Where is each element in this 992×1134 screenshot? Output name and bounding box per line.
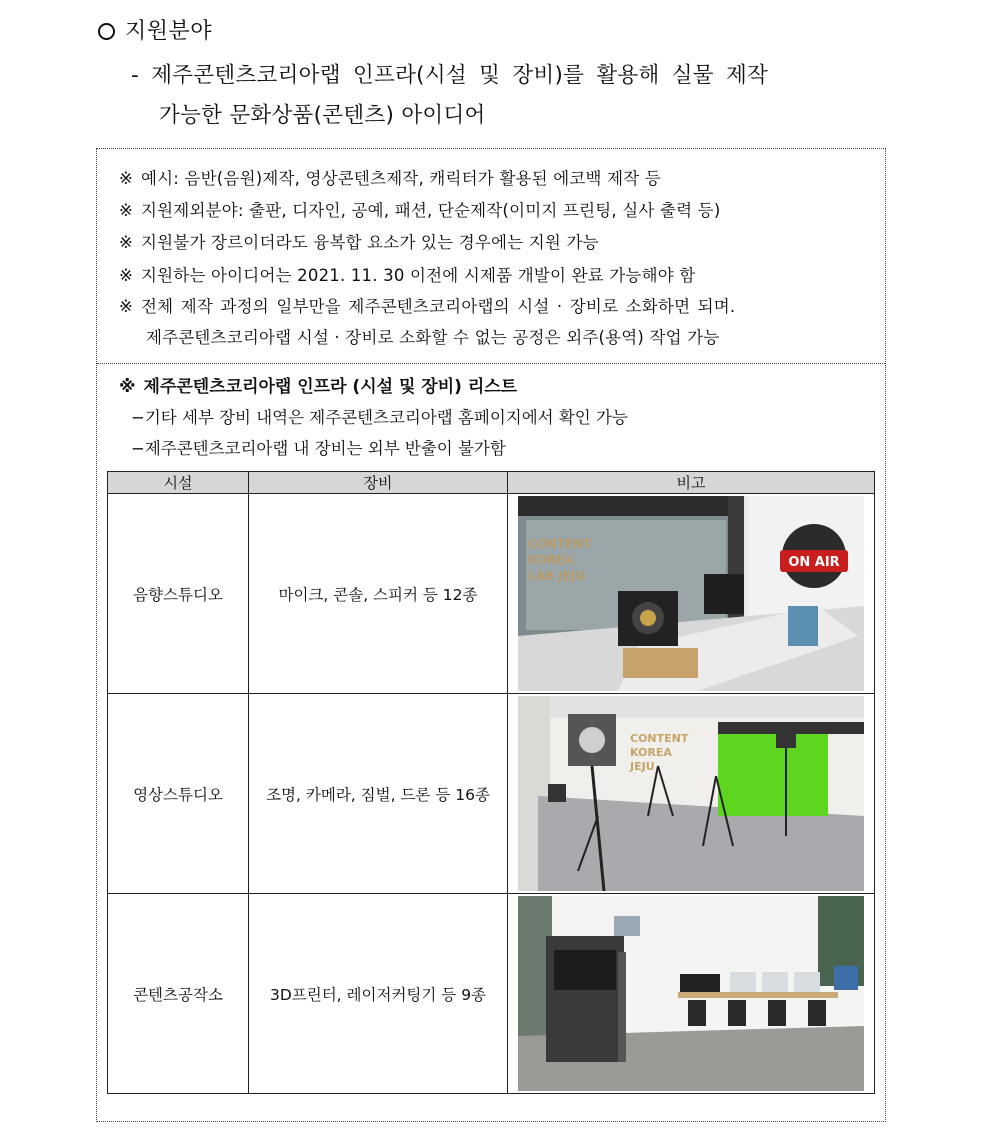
wall-text-line-3: LAB JEJU bbox=[528, 569, 586, 583]
table-row bbox=[108, 494, 875, 694]
photo-cell bbox=[508, 894, 875, 1094]
section-description-line-1: - 제주콘텐츠코리아랩 인프라(시설 및 장비)를 활용해 실물 제작 bbox=[131, 63, 769, 88]
photo-cell bbox=[508, 694, 875, 894]
header-equipment: 장비 bbox=[249, 472, 508, 494]
note-partial-process: ※ 전체 제작 과정의 일부만을 제주콘텐츠코리아랩의 시설 · 장비로 소화하면 되며. bbox=[119, 297, 736, 316]
equipment-table bbox=[107, 471, 875, 1094]
note-deadline: ※ 지원하는 아이디어는 2021. 11. 30 이전에 시제품 개발이 완료 가능해야 함 bbox=[119, 266, 696, 285]
facility-cell: 콘텐츠공작소 bbox=[108, 894, 249, 1094]
divider bbox=[97, 363, 885, 364]
photo-cell bbox=[508, 494, 875, 694]
note-outsourcing: 제주콘텐츠코리아랩 시설 · 장비로 소화할 수 없는 공정은 외주(용역) 작업 가능 bbox=[146, 328, 720, 347]
notes-box bbox=[96, 148, 886, 1122]
table-row bbox=[108, 694, 875, 894]
header-remarks: 비고 bbox=[508, 472, 875, 494]
facility-cell: 영상스튜디오 bbox=[108, 694, 249, 894]
table-row bbox=[108, 894, 875, 1094]
section-title: 지원분야 bbox=[125, 19, 213, 44]
wall-text-line-1: CONTENT bbox=[630, 732, 689, 745]
table-header-row bbox=[108, 472, 875, 494]
content-workshop-photo bbox=[518, 896, 864, 1091]
infra-detail-no-export: −제주콘텐츠코리아랩 내 장비는 외부 반출이 불가함 bbox=[131, 439, 506, 458]
sound-studio-photo bbox=[518, 496, 864, 691]
circle-bullet-icon bbox=[98, 23, 115, 40]
wall-text-line-2: KOREA bbox=[630, 746, 672, 759]
note-example: ※ 예시: 음반(음원)제작, 영상콘텐츠제작, 캐릭터가 활용된 에코백 제작 등 bbox=[119, 169, 661, 188]
header-facility: 시설 bbox=[108, 472, 249, 494]
infra-detail-homepage: −기타 세부 장비 내역은 제주콘텐츠코리아랩 홈페이지에서 확인 가능 bbox=[131, 408, 628, 427]
note-convergence: ※ 지원불가 장르이더라도 융복합 요소가 있는 경우에는 지원 가능 bbox=[119, 233, 599, 252]
infra-title: ※ 제주콘텐츠코리아랩 인프라 (시설 및 장비) 리스트 bbox=[119, 377, 518, 397]
section-description-line-2: 가능한 문화상품(콘텐츠) 아이디어 bbox=[159, 103, 486, 128]
facility-cell: 음향스튜디오 bbox=[108, 494, 249, 694]
wall-text-line-2: KOREA bbox=[528, 553, 574, 567]
wall-text-line-1: CONTENT bbox=[528, 537, 592, 551]
video-studio-photo bbox=[518, 696, 864, 891]
on-air-sign-text: ON AIR bbox=[788, 555, 840, 570]
equipment-cell: 조명, 카메라, 짐벌, 드론 등 16종 bbox=[249, 694, 508, 894]
note-excluded-fields: ※ 지원제외분야: 출판, 디자인, 공예, 패션, 단순제작(이미지 프린팅, 실사 출력 등) bbox=[119, 201, 721, 220]
wall-text-line-3: JEJU bbox=[630, 760, 655, 773]
equipment-cell: 마이크, 콘솔, 스피커 등 12종 bbox=[249, 494, 508, 694]
section-heading bbox=[98, 14, 212, 45]
equipment-cell: 3D프린터, 레이저커팅기 등 9종 bbox=[249, 894, 508, 1094]
